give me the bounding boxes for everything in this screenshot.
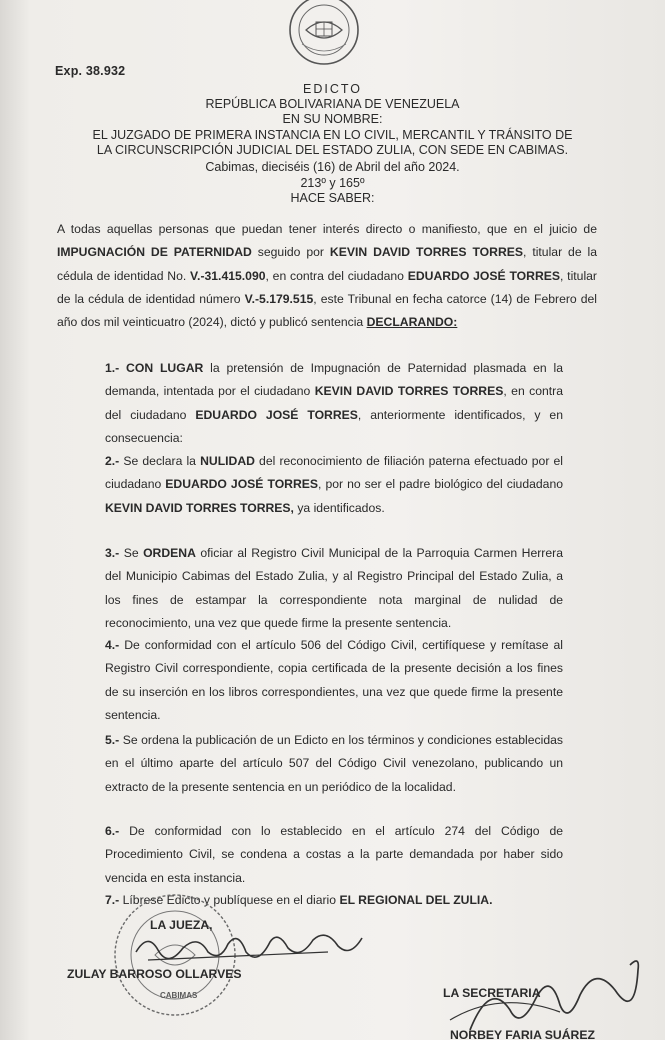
resolution-item-6: 6.- De conformidad con lo establecido en el artículo 274 del Código de Procedimiento Civil, se condena a costas a la parte demandada por haber sido vencida en esta instancia. <box>105 824 563 885</box>
resolution-item-4: 4.- De conformidad con el artículo 506 del Código Civil, certifíquese y remítase al Registro Civil correspondiente, copia certificada de la presente decisión a los fines de su inserción en los libros correspondientes, una vez que quede firme la presente sentencia. <box>105 638 563 722</box>
expediente-number: Exp. 38.932 <box>55 64 126 78</box>
court-line-2: LA CIRCUNSCRIPCIÓN JUDICIAL DEL ESTADO ZULIA, CON SEDE EN CABIMAS. <box>96 143 569 157</box>
resolution-item-3: 3.- Se ORDENA oficiar al Registro Civil Municipal de la Parroquia Carmen Herrera del Municipio Cabimas del Estado Zulia, y al Registro Principal del Estado Zulia, a los fines de estampar la correspondiente nota marginal de nulidad de reconocimiento, una vez que quede firme la presente sentencia. <box>105 546 563 630</box>
hace-saber: HACE SABER: <box>290 191 375 205</box>
date-line: Cabimas, dieciséis (16) de Abril del año 2024. <box>205 160 460 174</box>
jueza-name: ZULAY BARROSO OLLARVES <box>67 967 242 981</box>
years-line: 213º y 165º <box>300 176 365 190</box>
republic-line: REPÚBLICA BOLIVARIANA DE VENEZUELA <box>205 97 460 111</box>
en-su-nombre: EN SU NOMBRE: <box>282 112 383 126</box>
court-line-1: EL JUZGADO DE PRIMERA INSTANCIA EN LO CIVIL, MERCANTIL Y TRÁNSITO DE <box>92 128 573 142</box>
resolution-item-7: 7.- Líbrese Edicto y publíquese en el diario EL REGIONAL DEL ZULIA. <box>105 893 493 907</box>
resolution-item-2: 2.- Se declara la NULIDAD del reconocimiento de filiación paterna efectuado por el ciudadano EDUARDO JOSÉ TORRES, por no ser el padre biológico del ciudadano KEVIN DAVID TORRES TORRES, ya identificados. <box>105 454 563 515</box>
stamp-city-text: CABIMAS <box>160 991 198 1000</box>
resolution-item-1: 1.- CON LUGAR la pretensión de Impugnación de Paternidad plasmada en la demanda, intentada por el ciudadano KEVIN DAVID TORRES TORRES, en contra del ciudadano EDUARDO JOSÉ TORRES, anteriormente identificados, y en consecuencia: <box>105 361 564 445</box>
court-seal-icon <box>272 0 376 66</box>
secretaria-name: NORBEY FARIA SUÁREZ <box>450 1028 595 1040</box>
intro-paragraph: A todas aquellas personas que puedan tener interés directo o manifiesto, que en el juicio de IMPUGNACIÓN DE PATERNIDAD seguido por KEVIN DAVID TORRES TORRES, titular de la cédula de identidad No. V.-31.415.090, en contra del ciudadano EDUARDO JOSÉ TORRES, titular de la cédula de identidad número V.-5.179.515, este Tribunal en fecha catorce (14) de Febrero del año dos mil veinticuatro (2024), dictó y publicó sentencia DECLARANDO: <box>57 222 597 330</box>
secretaria-label: LA SECRETARIA <box>443 986 541 1000</box>
jueza-label: LA JUEZA, <box>150 918 213 932</box>
edict-title: EDICTO <box>303 82 362 96</box>
resolution-item-5: 5.- Se ordena la publicación de un Edicto en los términos y condiciones establecidas en el último aparte del artículo 507 del Código Civil venezolano, publicando un extracto de la presente sentencia en un periódico de la localidad. <box>105 733 563 794</box>
